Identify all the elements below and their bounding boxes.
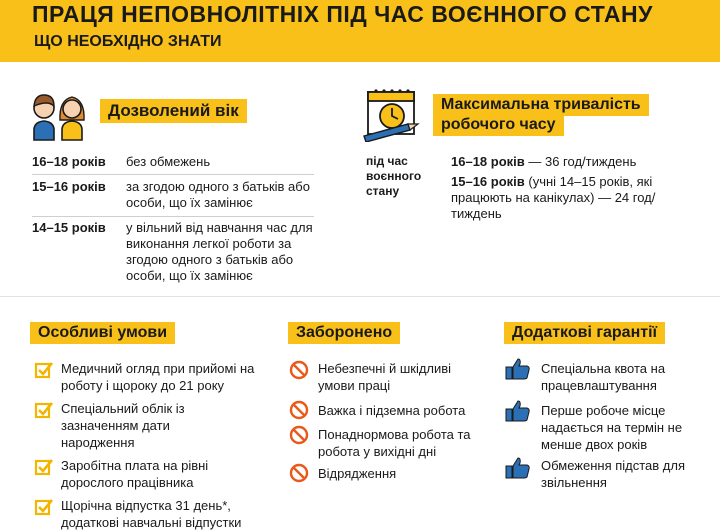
children-icon (30, 86, 86, 142)
forbidden-item: Відрядження (318, 466, 397, 481)
hours-row (451, 154, 701, 170)
forbidden-item: Небезпечні й шкідливі умови праці (318, 361, 452, 393)
forbidden-icon (289, 360, 309, 380)
hours-row-age: 16–18 років (451, 154, 525, 169)
hours-title-line2: робочого часу (441, 116, 556, 133)
special-item: Заробітна плата на рівні дорослого працівника (61, 458, 209, 490)
checkbox-icon (34, 360, 54, 380)
page-title: ПРАЦЯ НЕПОВНОЛІТНІХ ПІД ЧАС ВОЄННОГО СТАНУ (32, 1, 653, 27)
special-item: Медичний огляд при прийомі на роботу і щороку до 21 року (61, 361, 255, 393)
thumbs-up-icon (505, 399, 531, 423)
page-subtitle: ЩО НЕОБХІДНО ЗНАТИ (34, 33, 222, 50)
forbidden-item: Понаднормова робота та робота у вихідні дні (318, 427, 471, 459)
hours-row (451, 174, 666, 222)
hours-row-text: (учні 14–15 років, які працюють на канікулах) — 24 год/тиждень (451, 174, 656, 221)
checkbox-icon (34, 400, 54, 420)
checkbox-icon (34, 457, 54, 477)
forbidden-icon (289, 463, 309, 483)
forbidden-item: Важка і підземна робота (318, 403, 466, 418)
forbidden-title: Заборонено (288, 322, 400, 344)
section-divider (0, 296, 720, 297)
age-title: Дозволений вік (100, 99, 247, 123)
thumbs-up-icon (505, 357, 531, 381)
checkbox-icon (34, 497, 54, 517)
hours-title-second-line (433, 114, 564, 136)
forbidden-icon (289, 425, 309, 445)
guarantees-title: Додаткові гарантії (504, 322, 665, 344)
martial-law-label: під час воєнного стану (366, 154, 422, 198)
divider (32, 174, 314, 175)
special-item: Спеціальний облік із зазначенням дати народження (61, 401, 185, 450)
age-row-age: 15–16 років (32, 179, 106, 194)
thumbs-up-icon (505, 456, 531, 480)
age-row-age: 16–18 років (32, 154, 106, 169)
age-row-age: 14–15 років (32, 220, 106, 235)
special-item: Щорічна відпустка 31 день*, додаткові навчальні відпустки (61, 498, 242, 530)
age-row-desc: у вільний від навчання час для виконання легкої роботи за згодою одного з батьків або особи, що їх замінює (126, 220, 313, 283)
guarantee-item: Спеціальна квота на працевлаштування (541, 361, 666, 393)
age-row-desc: за згодою одного з батьків або особи, що їх замінює (126, 179, 310, 210)
guarantee-item: Обмеження підстав для звільнення (541, 458, 686, 490)
hours-row-text: — 36 год/тиждень (524, 154, 637, 169)
calendar-clock-icon (362, 86, 424, 142)
special-title: Особливі умови (30, 322, 175, 344)
forbidden-icon (289, 400, 309, 420)
hours-row-age: 15–16 років (451, 174, 525, 189)
hours-title-line1: Максимальна тривалість (441, 96, 641, 113)
age-row-desc: без обмежень (126, 154, 211, 169)
divider (32, 216, 314, 217)
guarantee-item: Перше робоче місце надається на термін не менше двох років (541, 403, 683, 452)
header-banner (0, 0, 720, 62)
